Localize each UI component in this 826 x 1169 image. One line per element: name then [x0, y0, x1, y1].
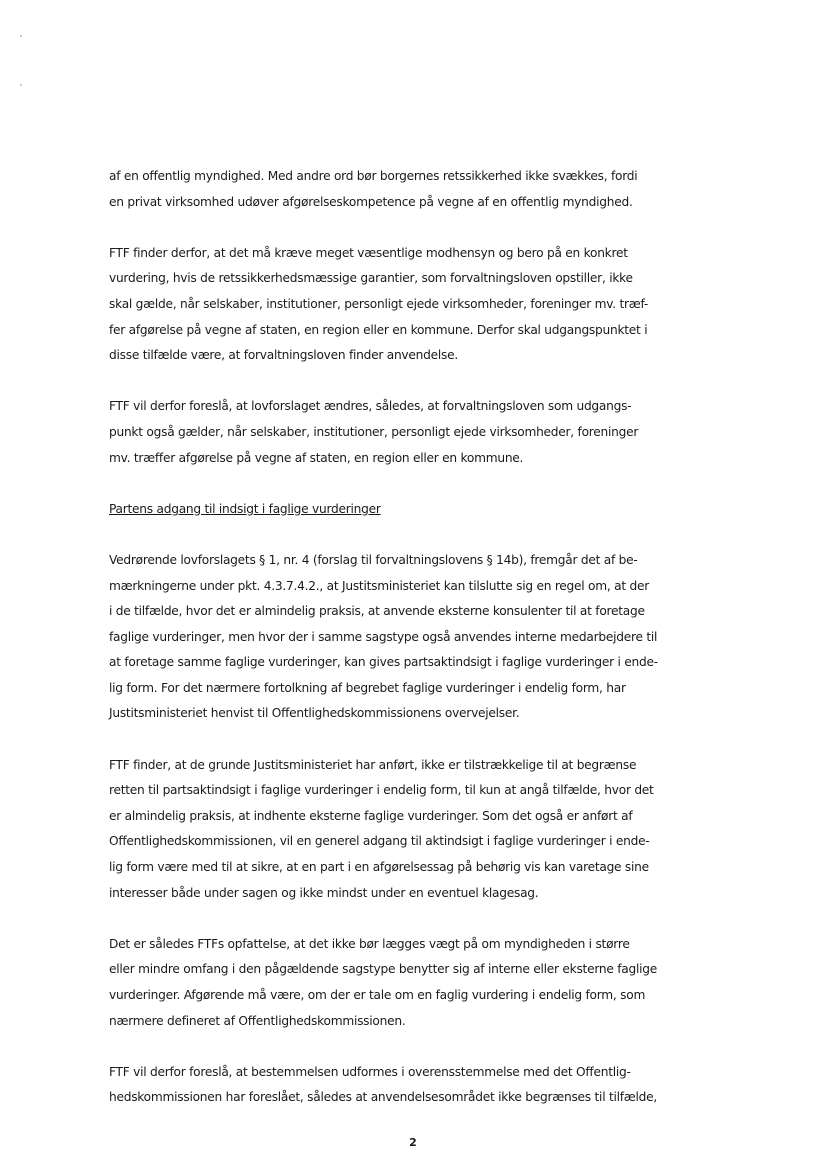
section-heading: Partens adgang til indsigt i faglige vurderinger	[109, 501, 381, 516]
paragraph-ftf-opfattelse: Det er således FTFs opfattelse, at det ikke bør lægges vægt på om myndigheden i større eller mindre omfang i den pågældende sagstype benytter sig af interne eller eksterne faglige vurderinger. Afgørende må være, om der er tale om en faglig vurdering i endelig form, som nærmere defineret af Offentlighedskommissionen.	[109, 936, 657, 1028]
paragraph-ftf-proposal: FTF vil derfor foreslå, at lovforslaget ændres, således, at forvaltningsloven som udgangs- punkt også gælder, når selskaber, institutioner, personligt ejede virksomheder, foreninger mv. træffer afgørelse på vegne af staten, en region eller en kommune.	[109, 399, 639, 465]
scan-speck	[20, 35, 22, 37]
paragraph-ftf-finder: FTF finder derfor, at det må kræve meget væsentlige modhensyn og bero på en konkret vurdering, hvis de retssikkerhedsmæssige garantier, som forvaltningsloven opstiller, ikke skal gælde, når selskaber, institutioner, personligt ejede virksomheder, foreninger mv. træf- fer afgørelse på vegne af staten, en region eller en kommune. Derfor skal udgangspunktet i disse tilfælde være, at forvaltningsloven finder anvendelse.	[109, 245, 649, 363]
paragraph-vedroerende: Vedrørende lovforslagets § 1, nr. 4 (forslag til forvaltningslovens § 14b), fremgår det af be- mærkningerne under pkt. 4.3.7.4.2., at Justitsministeriet kan tilslutte sig en regel om, at der i de tilfælde, hvor det er almindelig praksis, at anvende eksterne konsulenter til at foretage faglige vurderinger, men hvor der i samme sagstype også anvendes interne medarbejdere til at foretage samme faglige vurderinger, kan gives partsaktindsigt i faglige vurderinger i ende- lig form. For det nærmere fortolkning af begrebet faglige vurderinger i endelig form, har Justitsministeriet henvist til Offentlighedskommissionens overvejelser.	[109, 552, 658, 721]
paragraph-ftf-grunde: FTF finder, at de grunde Justitsministeriet har anført, ikke er tilstrækkelige til at begrænse retten til partsaktindsigt i faglige vurderinger i endelig form, til kun at angå tilfælde, hvor det er almindelig praksis, at indhente eksterne faglige vurderinger. Som det også er anført af Offentlighedskommissionen, vil en generel adgang til aktindsigt i faglige vurderinger i ende- lig form være med til at sikre, at en part i en afgørelsessag på behørig vis kan varetage sine interesser både under sagen og ikke mindst under en eventuel klagesag.	[109, 757, 654, 900]
document-body	[109, 164, 699, 1137]
scan-speck	[20, 84, 22, 86]
paragraph-ftf-bestemmelse: FTF vil derfor foreslå, at bestemmelsen udformes i overensstemmelse med det Offentlig- hedskommissionen har foreslået, således at anvendelsesområdet ikke begrænses til tilfælde,	[109, 1064, 658, 1105]
page-number: 2	[409, 1136, 417, 1149]
paragraph-continuation: af en offentlig myndighed. Med andre ord bør borgernes retssikkerhed ikke svækkes, fordi en privat virksomhed udøver afgørelseskompetence på vegne af en offentlig myndighed.	[109, 169, 638, 209]
